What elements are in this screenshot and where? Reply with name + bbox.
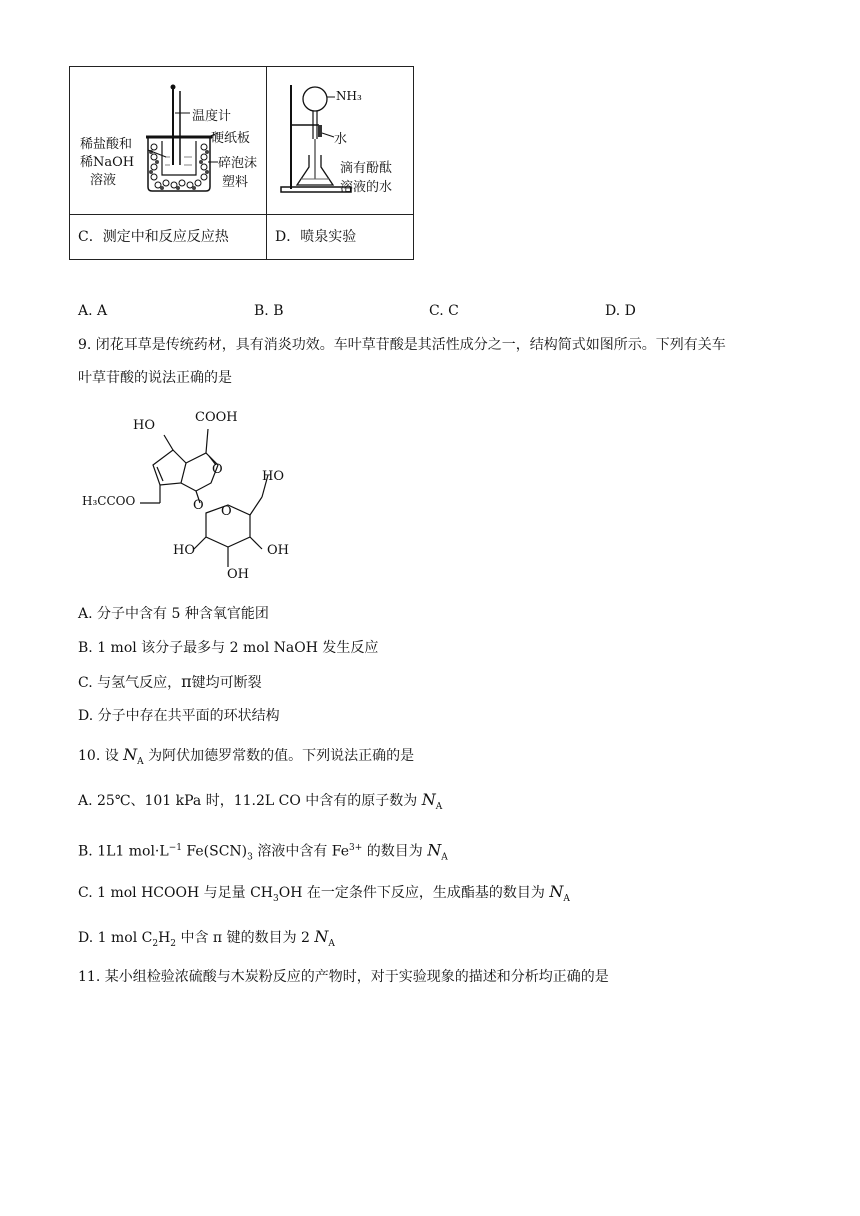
q10-d-pre: D. 1 mol C (78, 930, 153, 946)
structure-oh-right: OH (267, 543, 289, 558)
q10-option-c (78, 882, 570, 909)
na-sub: A (563, 893, 570, 904)
na-symbol: N (123, 745, 138, 764)
na-symbol: N (549, 882, 564, 901)
structure-o-sugar: O (221, 504, 232, 519)
table-c-label: C．测定中和反应反应热 (78, 229, 229, 245)
q9-stem-line1: 9. 闭花耳草是传统药材，具有消炎功效。车叶草苷酸是其活性成分之一，结构简式如图所示。下列有关车 (78, 337, 726, 353)
q10-d-sub2: 2 (170, 938, 177, 949)
q10-b-sub: 3 (247, 852, 253, 863)
q10-d-mid: 中含 π 键的数目为 2 (176, 930, 315, 946)
q10-d-sub1: 2 (152, 938, 159, 949)
structure-cooh: COOH (195, 410, 238, 425)
acid-label-1: 稀盐酸和 (80, 137, 133, 152)
q10-option-b (78, 838, 448, 867)
q10-b-pre: B. 1L1 mol·L (78, 843, 169, 860)
q10-stem-pre: 10. 设 (78, 748, 124, 764)
structure-acetoxy: H₃CCOO (82, 494, 136, 508)
q9-option-a: A. 分子中含有 5 种含氧官能团 (78, 606, 269, 622)
na-sub: A (328, 938, 335, 949)
na-symbol: N (421, 790, 436, 809)
q8-option-a: A. A (78, 303, 108, 319)
table-d-label: D．喷泉实验 (275, 229, 357, 245)
pi-symbol: π (181, 672, 192, 691)
nh3-label: NH₃ (336, 89, 362, 103)
q8-option-d: D. D (605, 303, 636, 319)
q9-stem-line2: 叶草苷酸的说法正确的是 (78, 370, 232, 386)
phenol-label-2: 溶液的水 (340, 180, 393, 195)
q10-option-a (78, 790, 442, 817)
q11-stem: 11. 某小组检验浓硫酸与木炭粉反应的产物时，对于实验现象的描述和分析均正确的是 (78, 969, 609, 985)
q8-option-c: C. C (429, 303, 459, 319)
q9-option-b: B. 1 mol 该分子最多与 2 mol NaOH 发生反应 (78, 640, 379, 656)
q9-option-d: D. 分子中存在共平面的环状结构 (78, 708, 280, 724)
structure-oh-bottom: OH (227, 567, 249, 582)
na-symbol: N (427, 840, 442, 860)
q10-stem-post: 为阿伏加德罗常数的值。下列说法正确的是 (143, 748, 415, 764)
na-sub: A (435, 801, 443, 812)
structure-ho-right: HO (262, 469, 284, 484)
q9-option-c-pre: C. 与氢气反应， (78, 675, 182, 691)
na-sub: A (137, 756, 144, 767)
q10-c-sub: 3 (273, 893, 279, 904)
board-label: 硬纸板 (211, 131, 251, 146)
q10-a-pre: A. 25℃、101 kPa 时，11.2L CO 中含有的原子数为 (78, 793, 422, 809)
q10-stem (78, 745, 414, 772)
q10-b-post: 的数目为 (362, 843, 428, 860)
structure-ho-top: HO (133, 418, 155, 433)
na-symbol: N (314, 927, 329, 946)
structure-o-link: O (193, 498, 204, 513)
acid-label-3: 溶液 (90, 173, 117, 188)
na-sub: A (441, 852, 448, 863)
structure-o-ring: O (212, 462, 223, 477)
foam-label-1: 碎泡沫 (218, 156, 258, 171)
structure-oh-left: HO (173, 543, 195, 558)
q10-b-mid: Fe(SCN) (181, 843, 248, 860)
q10-b-mid2: 溶液中含有 Fe (252, 843, 350, 860)
q10-d-h: H (158, 930, 171, 946)
q10-b-sup: −1 (168, 843, 182, 853)
q10-b-sup2: 3+ (349, 843, 363, 853)
q9-option-c (78, 672, 262, 693)
q9-option-c-post: 键均可断裂 (191, 675, 262, 691)
q10-option-d (78, 927, 335, 954)
foam-label-2: 塑料 (222, 175, 249, 190)
q10-c-pre: C. 1 mol HCOOH 与足量 CH (78, 885, 274, 901)
thermometer-label: 温度计 (192, 109, 232, 124)
q8-option-b: B. B (254, 303, 284, 319)
acid-label-2: 稀NaOH (80, 155, 135, 170)
water-label: 水 (334, 132, 348, 147)
phenol-label-1: 滴有酚酞 (340, 161, 393, 176)
q10-c-mid: OH 在一定条件下反应，生成酯基的数目为 (278, 885, 550, 901)
